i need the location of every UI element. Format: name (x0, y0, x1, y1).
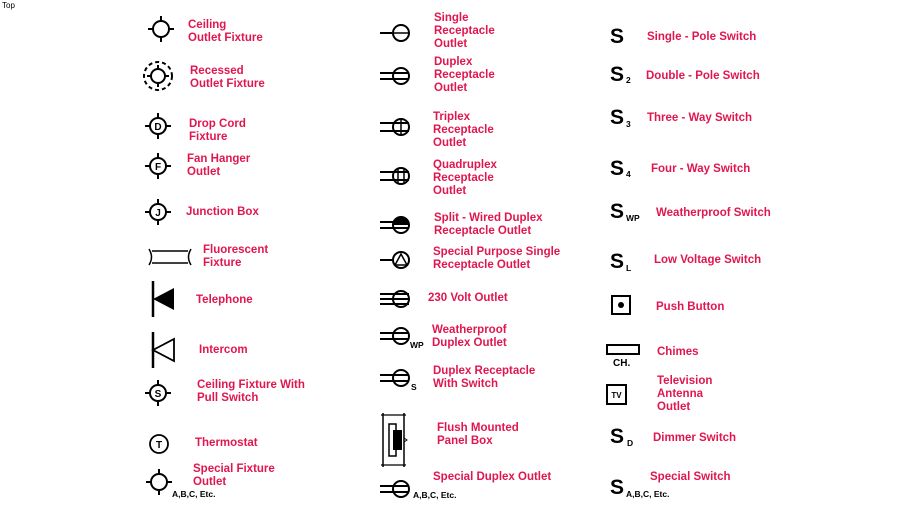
drop-cord-fixture-label: Drop Cord Fixture (189, 118, 246, 143)
weatherproof-duplex-symbol (378, 325, 414, 347)
chimes-label: Chimes (657, 346, 699, 358)
special-purpose-receptacle-label: Special Purpose Single Receptacle Outlet (433, 246, 561, 271)
view-label: Top (2, 1, 15, 10)
special-fixture-outlet-label: Special Fixture Outlet (193, 463, 275, 488)
split-wired-duplex-label: Split - Wired Duplex Receptacle Outlet (434, 212, 543, 237)
junction-box-symbol (143, 197, 173, 227)
thermostat-symbol (147, 432, 171, 456)
junction-box-label: Junction Box (186, 206, 259, 218)
ceiling-fixture-pull-switch-label: Ceiling Fixture With Pull Switch (197, 379, 305, 404)
low-voltage-switch-subscript: L (626, 263, 632, 273)
single-pole-switch-label: Single - Pole Switch (647, 31, 757, 43)
low-voltage-switch-label: Low Voltage Switch (654, 254, 762, 266)
ceiling-outlet-fixture-symbol (146, 14, 176, 44)
double-pole-switch-letter: S (610, 63, 625, 86)
special-duplex-outlet-symbol (378, 478, 414, 500)
four-way-switch-subscript: 4 (626, 169, 631, 179)
pull-switch-letter: S (154, 389, 162, 400)
duplex-with-switch-note: S (411, 382, 417, 392)
three-way-switch-label: Three - Way Switch (647, 112, 753, 124)
weatherproof-switch-letter: S (610, 200, 625, 223)
triplex-receptacle-label: Triplex Receptacle Outlet (433, 111, 494, 149)
duplex-with-switch-symbol (378, 367, 414, 389)
drop-cord-fixture-symbol (143, 111, 173, 141)
special-purpose-receptacle-symbol (378, 249, 414, 271)
push-button-symbol (610, 294, 634, 318)
three-way-switch-subscript: 3 (626, 119, 631, 129)
thermostat-letter: T (155, 440, 163, 451)
flush-mounted-panel-box-symbol (380, 411, 410, 469)
four-way-switch-letter: S (610, 157, 625, 180)
fan-hanger-outlet-symbol (143, 151, 173, 181)
quadruplex-receptacle-symbol (378, 165, 414, 187)
recessed-outlet-fixture-symbol (140, 58, 176, 94)
volt-230-outlet-symbol (378, 288, 414, 310)
volt-230-outlet-label: 230 Volt Outlet (428, 292, 508, 304)
chimes-symbol (605, 343, 643, 357)
television-antenna-outlet-label: Television Antenna Outlet (657, 375, 713, 413)
tv-note: TV (611, 391, 622, 400)
ceiling-fixture-pull-switch-symbol (143, 378, 173, 408)
drop-cord-letter: D (154, 122, 162, 133)
fan-hanger-letter: F (154, 162, 162, 173)
special-fixture-note: A,B,C, Etc. (172, 489, 216, 499)
single-pole-switch-letter: S (610, 25, 625, 48)
single-receptacle-label: Single Receptacle Outlet (434, 12, 495, 50)
intercom-symbol (148, 330, 178, 370)
telephone-symbol (148, 279, 178, 319)
dimmer-switch-subscript: D (627, 438, 634, 448)
weatherproof-duplex-label: Weatherproof Duplex Outlet (432, 324, 507, 349)
chimes-note: CH. (613, 358, 631, 369)
television-antenna-outlet-symbol (605, 383, 629, 407)
weatherproof-duplex-note: WP (410, 340, 424, 350)
fan-hanger-outlet-label: Fan Hanger Outlet (187, 153, 251, 178)
junction-box-letter: J (155, 208, 161, 219)
duplex-with-switch-label: Duplex Receptacle With Switch (433, 365, 536, 390)
double-pole-switch-subscript: 2 (626, 75, 631, 85)
ceiling-outlet-fixture-label: Ceiling Outlet Fixture (188, 19, 263, 44)
fluorescent-fixture-symbol (146, 247, 194, 267)
quadruplex-receptacle-label: Quadruplex Receptacle Outlet (433, 159, 497, 197)
special-fixture-outlet-symbol (144, 467, 174, 497)
fluorescent-fixture-label: Fluorescent Fixture (203, 244, 269, 269)
weatherproof-switch-label: Weatherproof Switch (656, 207, 771, 219)
dimmer-switch-label: Dimmer Switch (653, 432, 737, 444)
special-duplex-note: A,B,C, Etc. (413, 490, 457, 500)
thermostat-label: Thermostat (195, 437, 258, 449)
intercom-label: Intercom (199, 344, 248, 356)
recessed-outlet-fixture-label: Recessed Outlet Fixture (190, 65, 265, 90)
special-switch-letter: S (610, 476, 625, 499)
four-way-switch-label: Four - Way Switch (651, 163, 751, 175)
weatherproof-switch-subscript: WP (626, 213, 640, 223)
low-voltage-switch-letter: S (610, 250, 625, 273)
split-wired-duplex-symbol (378, 214, 414, 236)
telephone-label: Telephone (196, 294, 253, 306)
dimmer-switch-letter: S (610, 425, 625, 448)
push-button-label: Push Button (656, 301, 725, 313)
double-pole-switch-label: Double - Pole Switch (646, 70, 760, 82)
duplex-receptacle-label: Duplex Receptacle Outlet (434, 56, 495, 94)
special-duplex-outlet-label: Special Duplex Outlet (433, 471, 552, 483)
flush-mounted-panel-box-label: Flush Mounted Panel Box (437, 422, 519, 447)
special-switch-label: Special Switch (650, 471, 731, 483)
three-way-switch-letter: S (610, 106, 625, 129)
duplex-receptacle-symbol (378, 65, 414, 87)
triplex-receptacle-symbol (378, 116, 414, 138)
special-switch-subscript: A,B,C, Etc. (626, 489, 670, 499)
single-receptacle-symbol (378, 22, 414, 44)
